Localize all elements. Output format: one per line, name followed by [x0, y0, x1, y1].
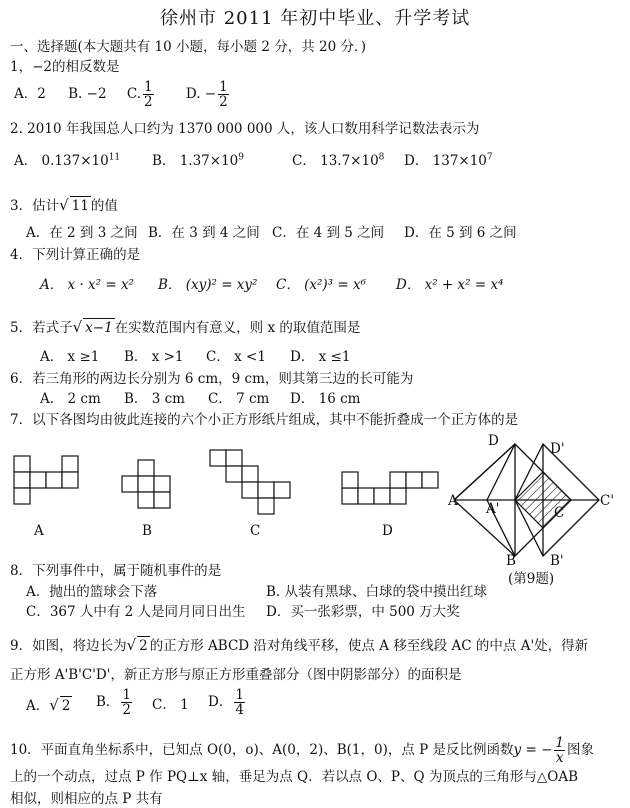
q4-option-c: C． (x²)³ = x⁶: [276, 277, 367, 293]
q4-option-b: B． (xy)² = xy²: [158, 277, 258, 293]
net-label-a: A: [34, 523, 44, 539]
q10-stem-line2: 上的一个动点，过点 P 作 PQ⊥x 轴，垂足为点 Q．若以点 O、P、Q 为顶点的三角形与△OAB: [10, 769, 578, 785]
q8-option-c: C．367 人中有 2 人是同月同日出生: [26, 604, 246, 620]
q2-option-a: A． $0.137\times 10^{11}$: [14, 152, 121, 169]
fig9-label-cprime: C': [600, 493, 615, 509]
q2-option-b: B． $1.37\times 10^9$: [152, 152, 244, 169]
net-label-b: B: [142, 523, 152, 539]
q1-option-b: B. −2: [68, 86, 107, 102]
q2-option-d: D． $137\times 10^7$: [404, 152, 493, 169]
fraction: $\frac{1}{2}$: [122, 687, 132, 718]
fig9-label-c: C: [554, 505, 565, 521]
net-b: [122, 460, 170, 508]
q5-option-c: C． x <1: [206, 349, 266, 365]
q5-option-a: A． x ≥1: [40, 349, 100, 365]
q6-stem: 6．若三角形的两边长分别为 6 cm，9 cm，则其第三边的长可能为: [10, 371, 414, 387]
q5-option-d: D． x ≤1: [290, 349, 351, 365]
q8-option-a: A．抛出的篮球会下落: [26, 584, 158, 600]
net-label-c: C: [250, 523, 261, 539]
q3-option-a: A．在 2 到 3 之间: [26, 225, 138, 241]
q8-option-d: D．买一张彩票，中 500 万大奖: [266, 604, 460, 620]
net-label-d: D: [382, 523, 393, 539]
q2-stem: 2. 2010 年我国总人口约为 1370 000 000 人，该人口数用科学记数法表示为: [10, 121, 480, 137]
q1-option-d: D. − $\frac{1}{2}$: [185, 79, 228, 110]
fig9-label-dprime: D': [550, 441, 565, 457]
q6-option-b: B． 3 cm: [124, 391, 185, 407]
q3-option-d: D．在 5 到 6 之间: [404, 225, 517, 241]
q9-option-c: C． 1: [152, 697, 189, 713]
q3-option-c: C．在 4 到 5 之间: [272, 225, 385, 241]
q8-stem: 8．下列事件中，属于随机事件的是: [10, 563, 222, 579]
fig9-label-bprime: B': [550, 553, 564, 569]
q9-stem-line2: 正方形 A'B'C'D'，新正方形与原正方形重叠部分（图中阴影部分）的面积是: [10, 667, 462, 683]
q3-stem: 3．估计√ 11 的值: [10, 196, 118, 214]
fig9-label-d: D: [488, 433, 499, 449]
q9-option-b: B． $\frac{1}{2}$: [96, 687, 132, 718]
section-heading: 一、选择题(本大题共有 10 小题，每小题 2 分，共 20 分．): [10, 39, 366, 55]
fig9-label-b: B: [506, 553, 516, 569]
q1-options: [14, 80, 231, 109]
q6-option-a: A． 2 cm: [40, 391, 101, 407]
q1-option-c: C. $\frac{1}{2}$: [126, 79, 153, 110]
q9-option-d: D． $\frac{1}{4}$: [208, 687, 244, 718]
q9-option-a: A．√ 2: [26, 696, 71, 714]
q4-stem: 4．下列计算正确的是: [10, 247, 141, 263]
fraction: $\frac{1}{2}$: [143, 79, 153, 110]
net-a: [14, 456, 78, 504]
q1-stem: 1，−2的相反数是: [10, 59, 120, 75]
net-c: [210, 450, 290, 514]
q4-option-d: D． x² + x² = x⁴: [396, 277, 504, 293]
fraction: $\frac{1}{2}$: [219, 79, 228, 110]
q1-option-a: A．2: [14, 86, 46, 102]
q6-option-c: C． 7 cm: [208, 391, 270, 407]
q7-stem: 7．以下各图均由彼此连接的六个小正方形纸片组成，其中不能折叠成一个正方体的是: [10, 412, 519, 428]
q10-stem-line1: 10．平面直角坐标系中，已知点 O(0，o)、A(0，2)、B(1，0)，点 P 是反比例函数y = − $\frac{1}{x}$ 图象: [10, 735, 594, 766]
net-d: [342, 472, 438, 504]
q8-option-b: B. 从装有黑球、白球的袋中摸出红球: [266, 584, 488, 600]
q9-stem-line1: 9．如图，将边长为√ 2 的正方形 ABCD 沿对角线平移，使点 A 移至线段 AC 的中点 A'处，得新: [10, 636, 589, 654]
q3-option-b: B．在 3 到 4 之间: [148, 225, 260, 241]
q5-stem: 5．若式子√ x−1 在实数范围内有意义，则 x 的取值范围是: [10, 318, 361, 336]
fraction: $\frac{1}{4}$: [235, 687, 244, 718]
q5-option-b: B． x >1: [124, 349, 184, 365]
fig9-label-aprime: A': [486, 501, 500, 517]
q9-squares-figure: [446, 428, 626, 590]
q2-option-c: C． $13.7\times 10^8$: [292, 152, 385, 169]
fraction: $\frac{1}{x}$: [555, 735, 564, 766]
page-title: 徐州市 2011 年初中毕业、升学考试: [160, 8, 471, 29]
q6-option-d: D． 16 cm: [290, 391, 361, 407]
q4-option-a: A． x · x² = x²: [40, 277, 134, 293]
fig9-caption: (第9题): [508, 571, 555, 587]
fig9-label-a: A: [448, 493, 458, 509]
q10-stem-line3: 相似，则相应的点 P 共有: [10, 791, 163, 807]
